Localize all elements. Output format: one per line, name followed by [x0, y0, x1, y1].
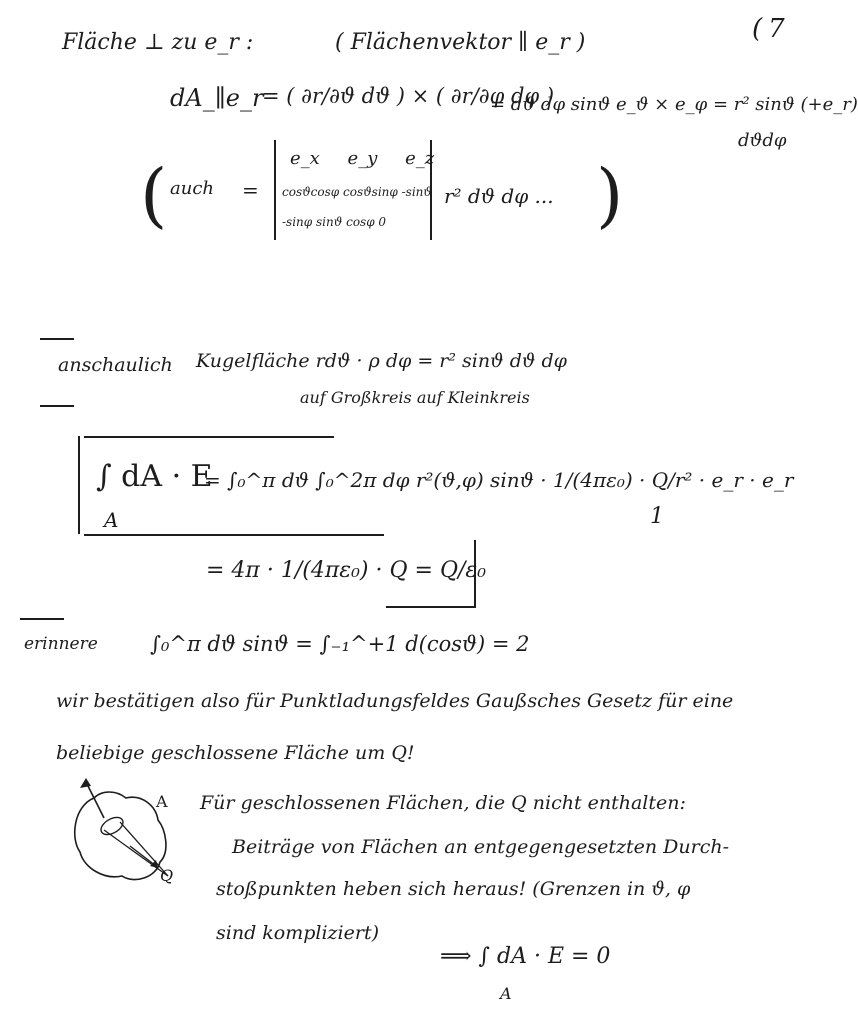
confirm-line1: wir bestätigen also für Punktladungsfeldes Gaußsches Gesetz für eine — [56, 690, 734, 712]
det-ey: e_y — [347, 148, 378, 169]
integral-lhs: ∫ dA · E — [96, 459, 213, 494]
erinnere-label: erinnere — [24, 634, 98, 654]
line3-label: auch — [170, 178, 214, 199]
line2-eq2: = dϑ dφ sinϑ e_ϑ × e_φ = r² sinϑ (+e_r) — [490, 94, 858, 115]
box-left-bar — [78, 436, 80, 534]
erinnere-text: ∫₀^π dϑ sinϑ = ∫₋₁^+1 d(cosϑ) = 2 — [150, 632, 530, 656]
det-ex: e_x — [290, 148, 320, 169]
erinnere-rule — [20, 618, 64, 620]
figure-label-Q: Q — [160, 866, 174, 885]
close-paren-det: ) — [596, 154, 624, 236]
cone-edge-1 — [104, 830, 168, 876]
result-box-right — [474, 540, 476, 606]
integral-one: 1 — [650, 504, 664, 529]
closing-line4: sind kompliziert) — [216, 922, 380, 944]
confirm-line2: beliebige geschlossene Fläche um Q! — [56, 742, 415, 764]
line1-right: ( Flächenvektor ∥ e_r ) — [335, 30, 586, 55]
figure-label-A: A — [156, 792, 168, 811]
line3-tail: r² dϑ dφ ... — [444, 184, 554, 208]
det-row3: -sinφ sinϑ cosφ 0 — [282, 215, 387, 229]
page-number-value: 7 — [768, 14, 785, 44]
closing-result: ⟹ ∫ dA · E = 0 — [440, 944, 611, 969]
anschaulich-under: auf Großkreis auf Kleinkreis — [300, 388, 530, 407]
closing-line1: Für geschlossenen Flächen, die Q nicht enthalten: — [200, 792, 686, 814]
line3-equals: = — [242, 178, 259, 202]
area-vector-arrowhead — [80, 778, 91, 788]
integral-lower-A: A — [104, 508, 119, 532]
det-left-bar — [274, 140, 276, 240]
line1-left: Fläche ⊥ zu e_r : — [62, 30, 254, 55]
box-bottom-rule — [84, 534, 384, 536]
anschaulich-rule-bottom — [40, 405, 74, 407]
cone-cap — [98, 814, 126, 838]
closing-line2: Beiträge von Flächen an entgegengesetzten Durch- — [232, 836, 730, 858]
integral-result: = 4π · 1/(4πε₀) · Q = Q/ε₀ — [206, 558, 487, 583]
line2-lhs: dA_∥e_r — [170, 84, 264, 112]
result-box-bottom — [386, 606, 476, 608]
line2-eq1: = ( ∂r/∂ϑ dϑ ) × ( ∂r/∂φ dφ ) — [262, 84, 555, 108]
field-arrow — [130, 846, 156, 866]
anschaulich-label: anschaulich — [58, 354, 173, 376]
closing-result-lower: A — [500, 984, 512, 1003]
closed-surface-figure — [64, 768, 194, 898]
line2-tail: dϑdφ — [738, 130, 787, 151]
anschaulich-rule-top — [40, 338, 74, 340]
anschaulich-text: Kugelfläche rdϑ · ρ dφ = r² sinϑ dϑ dφ — [196, 350, 567, 372]
det-ez: e_z — [405, 148, 435, 169]
det-row2: cosϑcosφ cosϑsinφ -sinϑ — [282, 185, 432, 199]
box-top-rule — [84, 436, 334, 438]
page-number: ( 7 — [752, 14, 785, 44]
open-paren-det: ( — [140, 154, 168, 236]
integral-rhs: = ∫₀^π dϑ ∫₀^2π dφ r²(ϑ,φ) sinϑ · 1/(4πε₀) · Q/r² · e_r · e_r — [204, 468, 794, 492]
det-row1 — [290, 150, 434, 168]
closing-line3: stoßpunkten heben sich heraus! (Grenzen in ϑ, φ — [216, 878, 691, 900]
